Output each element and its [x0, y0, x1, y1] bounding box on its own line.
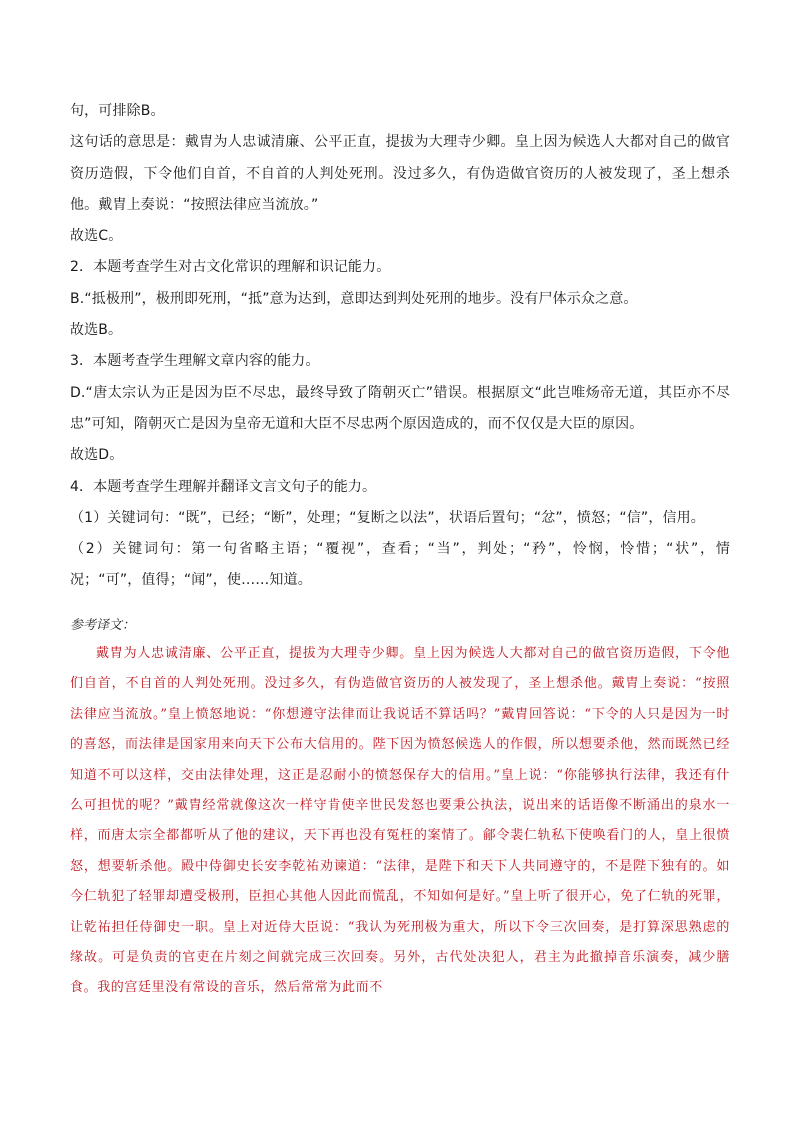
paragraph-7: 3．本题考查学生理解文章内容的能力。	[70, 353, 320, 370]
paragraph-11: （1）关键词句：“既”，已经；“断”，处理；“复断之以法”，状语后置句；“忿”，愤怒；“信”，信用。	[70, 509, 705, 526]
paragraph-5: B.“抵极刑”，极刑即死刑，“抵”意为达到，意即达到判处死刑的地步。没有尸体示众之意。	[70, 290, 638, 307]
paragraph-8: D.“唐太宗认为正是因为臣不尽忠，最终导致了隋朝灭亡”错误。根据原文“此岂唯炀帝无道，其臣亦不尽忠”可知，隋朝灭亡是因为皇帝无道和大臣不尽忠两个原因造成的，而不仅仅是大臣的原因。	[70, 384, 730, 432]
translation-paragraph: 戴胄为人忠诚清廉、公平正直，提拔为大理寺少卿。皇上因为候选人大都对自己的做官资历造假，下令他们自首，不自首的人判处死刑。没过多久，有伪造做官资历的人被发现了，圣上想杀他。戴胄上奏说：“按照法律应当流放。”皇上愤怒地说：“你想遵守法律而让我说话不算话吗？”戴胄回答说：“下令的人只是因为一时的喜怒，而法律是国家用来向天下公布大信用的。陛下因为愤怒候选人的作假，所以想要杀他，然而既然已经知道不可以这样，交由法律处理，这正是忍耐小的愤怒保存大的信用。”皇上说：“你能够执行法律，我还有什么可担忧的呢？”戴胄经常就像这次一样守肯使辛世民发怒也要秉公执法，说出来的话语像不断涌出的泉水一样，而唐太宗全都都听从了他的建议，天下再也没有冤枉的案情了。鄃令裴仁轨私下使唤看门的人，皇上很愤怒，想要斩杀他。殿中侍御史长安李乾祐劝谏道：“法律，是陛下和天下人共同遵守的，不是陛下独有的。如今仁轨犯了轻罪却遭受极刑，臣担心其他人因此而慌乱，不知如何是好。”皇上听了很开心，免了仁轨的死罪，让乾祐担任侍御史一职。皇上对近侍大臣说：“我认为死刑极为重大，所以下令三次回奏，是打算深思熟虑的缘故。可是负责的官吏在片刻之间就完成三次回奏。另外，古代处决犯人，君主为此撤掉音乐演奏，减少膳食。我的宫廷里没有常设的音乐，然后常常为此而不	[70, 646, 730, 996]
paragraph-3: 故选C。	[70, 228, 123, 245]
paragraph-12: （2）关键词句：第一句省略主语；“覆视”，查看；“当”，判处；“矜”，怜悯，怜惜；“状”，情况；“可”，值得；“闻”，使……知道。	[70, 541, 730, 589]
paragraph-4: 2．本题考查学生对古文化常识的理解和识记能力。	[70, 259, 391, 276]
paragraph-6: 故选B。	[70, 322, 123, 339]
paragraph-1: 句，可排除B。	[70, 103, 165, 119]
reference-translation	[70, 639, 730, 1004]
paragraph-10: 4．本题考查学生理解并翻译文言文句子的能力。	[70, 478, 377, 495]
translation-label: 参考译文：	[70, 618, 136, 633]
paragraph-2: 这句话的意思是：戴胄为人忠诚清廉、公平正直，提拔为大理寺少卿。皇上因为候选人大都对自己的做官资历造假，下令他们自首，不自首的人判处死刑。没过多久，有伪造做官资历的人被发现了，圣上想杀他。戴胄上奏说：“按照法律应当流放。”	[70, 134, 730, 213]
paragraph-9: 故选D。	[70, 447, 124, 464]
answer-explanation	[70, 96, 730, 597]
